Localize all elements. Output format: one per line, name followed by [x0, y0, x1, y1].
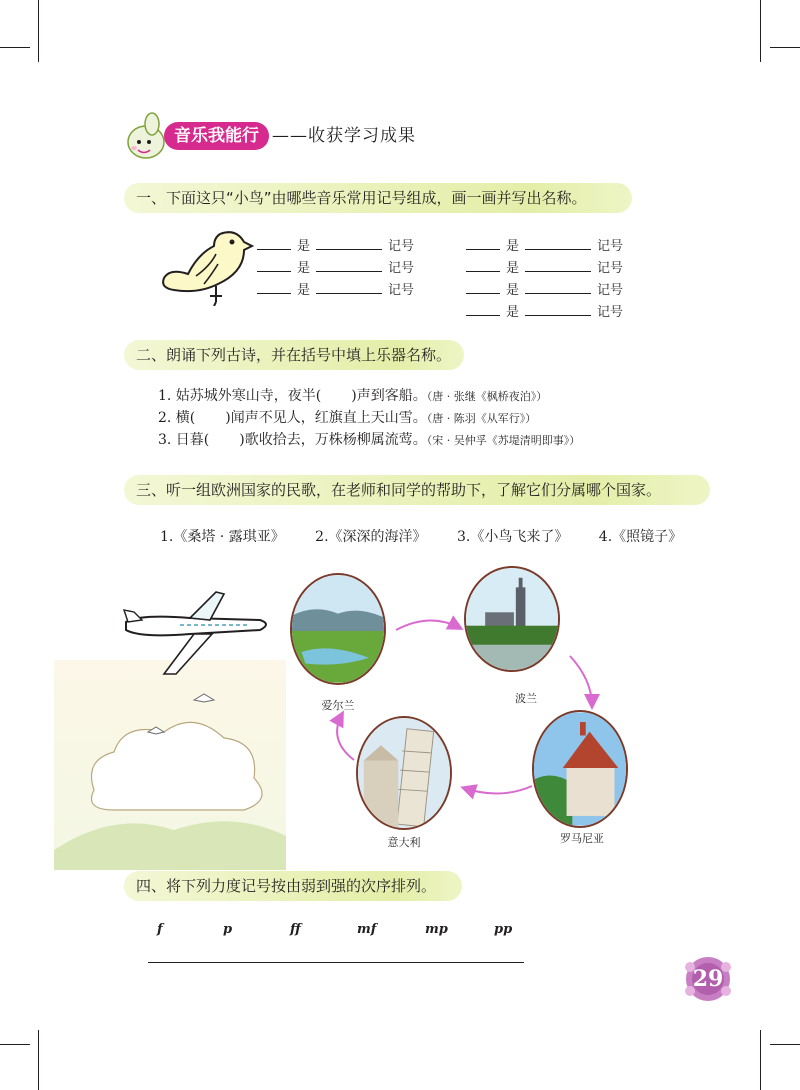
crop-mark: [770, 47, 800, 48]
crop-mark: [0, 47, 30, 48]
section-2-title: 二、朗诵下列古诗，并在括号中填上乐器名称。: [124, 340, 464, 370]
poem-source: （宋 · 吴仲孚《苏堤清明即事》）: [426, 434, 581, 447]
section-3-title: 三、听一组欧洲国家的民歌，在老师和同学的帮助下，了解它们分属哪个国家。: [124, 475, 710, 505]
airplane-icon: [120, 588, 272, 678]
clouds-illustration: [54, 660, 286, 870]
poem-text: 1. 姑苏城外寒山寺，夜半(: [158, 388, 322, 404]
crop-mark: [760, 1030, 761, 1090]
poem-line: [158, 408, 536, 429]
poem-text: )声到客船。: [351, 388, 427, 404]
word-mark: 记号: [597, 261, 624, 276]
route-arrows: [320, 610, 620, 800]
answer-blank[interactable]: [525, 302, 591, 316]
word-is: 是: [506, 239, 520, 254]
word-is: 是: [297, 283, 311, 298]
song-list: [160, 526, 682, 546]
word-mark: 记号: [388, 261, 415, 276]
word-mark: 记号: [597, 283, 624, 298]
page-number: 29: [692, 966, 724, 992]
poem-text: 3. 日暮(: [158, 432, 210, 448]
page-number-badge: [680, 955, 736, 1003]
word-mark: 记号: [388, 239, 415, 254]
word-mark: 记号: [388, 283, 415, 298]
song-title: 4.《照镜子》: [598, 529, 683, 545]
answer-blank[interactable]: [257, 280, 291, 294]
poem-source: （唐 · 陈羽《从军行》）: [426, 412, 537, 425]
word-mark: 记号: [597, 239, 624, 254]
country-label-italy: 意大利: [387, 836, 421, 849]
word-mark: 记号: [597, 305, 624, 320]
answer-blank[interactable]: [525, 236, 591, 250]
section-4-title: 四、将下列力度记号按由弱到强的次序排列。: [124, 871, 462, 901]
word-is: 是: [297, 261, 311, 276]
blank-row: [466, 302, 623, 322]
header-badge: 音乐我能行: [164, 122, 269, 150]
dynamic-mark: pp: [494, 922, 513, 937]
song-title: 1.《桑塔 · 露琪亚》: [160, 529, 285, 545]
crop-mark: [38, 0, 39, 62]
poem-line: [158, 386, 547, 407]
answer-blank[interactable]: [466, 280, 500, 294]
word-is: 是: [506, 305, 520, 320]
blank-row: [257, 236, 414, 256]
song-title: 2.《深深的海洋》: [315, 529, 427, 545]
answer-blank[interactable]: [316, 258, 382, 272]
crop-mark: [38, 1030, 39, 1090]
answer-blank[interactable]: [316, 280, 382, 294]
dynamic-mark: ff: [290, 922, 301, 937]
dynamic-mark: f: [157, 922, 163, 937]
answer-blank[interactable]: [257, 236, 291, 250]
blank-row: [257, 280, 414, 300]
blank-row: [466, 258, 623, 278]
word-is: 是: [506, 261, 520, 276]
blank-row: [466, 280, 623, 300]
crop-mark: [760, 0, 761, 62]
dynamic-mark: mf: [357, 922, 377, 937]
header-subtitle: ——收获学习成果: [272, 126, 416, 146]
answer-blank[interactable]: [257, 258, 291, 272]
crop-mark: [0, 1044, 30, 1045]
poem-source: （唐 · 张继《枫桥夜泊》）: [426, 390, 548, 403]
answer-blank[interactable]: [525, 280, 591, 294]
word-is: 是: [506, 283, 520, 298]
dynamic-mark: p: [223, 922, 233, 937]
answer-blank[interactable]: [466, 236, 500, 250]
answer-blank[interactable]: [466, 258, 500, 272]
answer-blank[interactable]: [316, 236, 382, 250]
poem-line: [158, 430, 580, 451]
song-title: 3.《小鸟飞来了》: [456, 529, 569, 545]
blank-row: [466, 236, 623, 256]
poem-text: )歌收拾去，万株杨柳属流莺。: [239, 432, 427, 448]
answer-blank[interactable]: [525, 258, 591, 272]
country-label-romania: 罗马尼亚: [560, 832, 604, 845]
word-is: 是: [297, 239, 311, 254]
poem-text: )闻声不见人，红旗直上天山雪。: [225, 410, 427, 426]
answer-line[interactable]: [148, 962, 524, 963]
answer-blank[interactable]: [466, 302, 500, 316]
country-label-ireland: 爱尔兰: [321, 699, 355, 712]
country-label-poland: 波兰: [515, 692, 537, 705]
blank-row: [257, 258, 414, 278]
bird-drawing: [158, 224, 258, 306]
lesson-header: [122, 108, 452, 164]
crop-mark: [770, 1044, 800, 1045]
dynamic-mark: mp: [425, 922, 448, 937]
poem-text: 2. 横(: [158, 410, 196, 426]
section-1-title: 一、下面这只“小鸟”由哪些音乐常用记号组成，画一画并写出名称。: [124, 183, 632, 213]
